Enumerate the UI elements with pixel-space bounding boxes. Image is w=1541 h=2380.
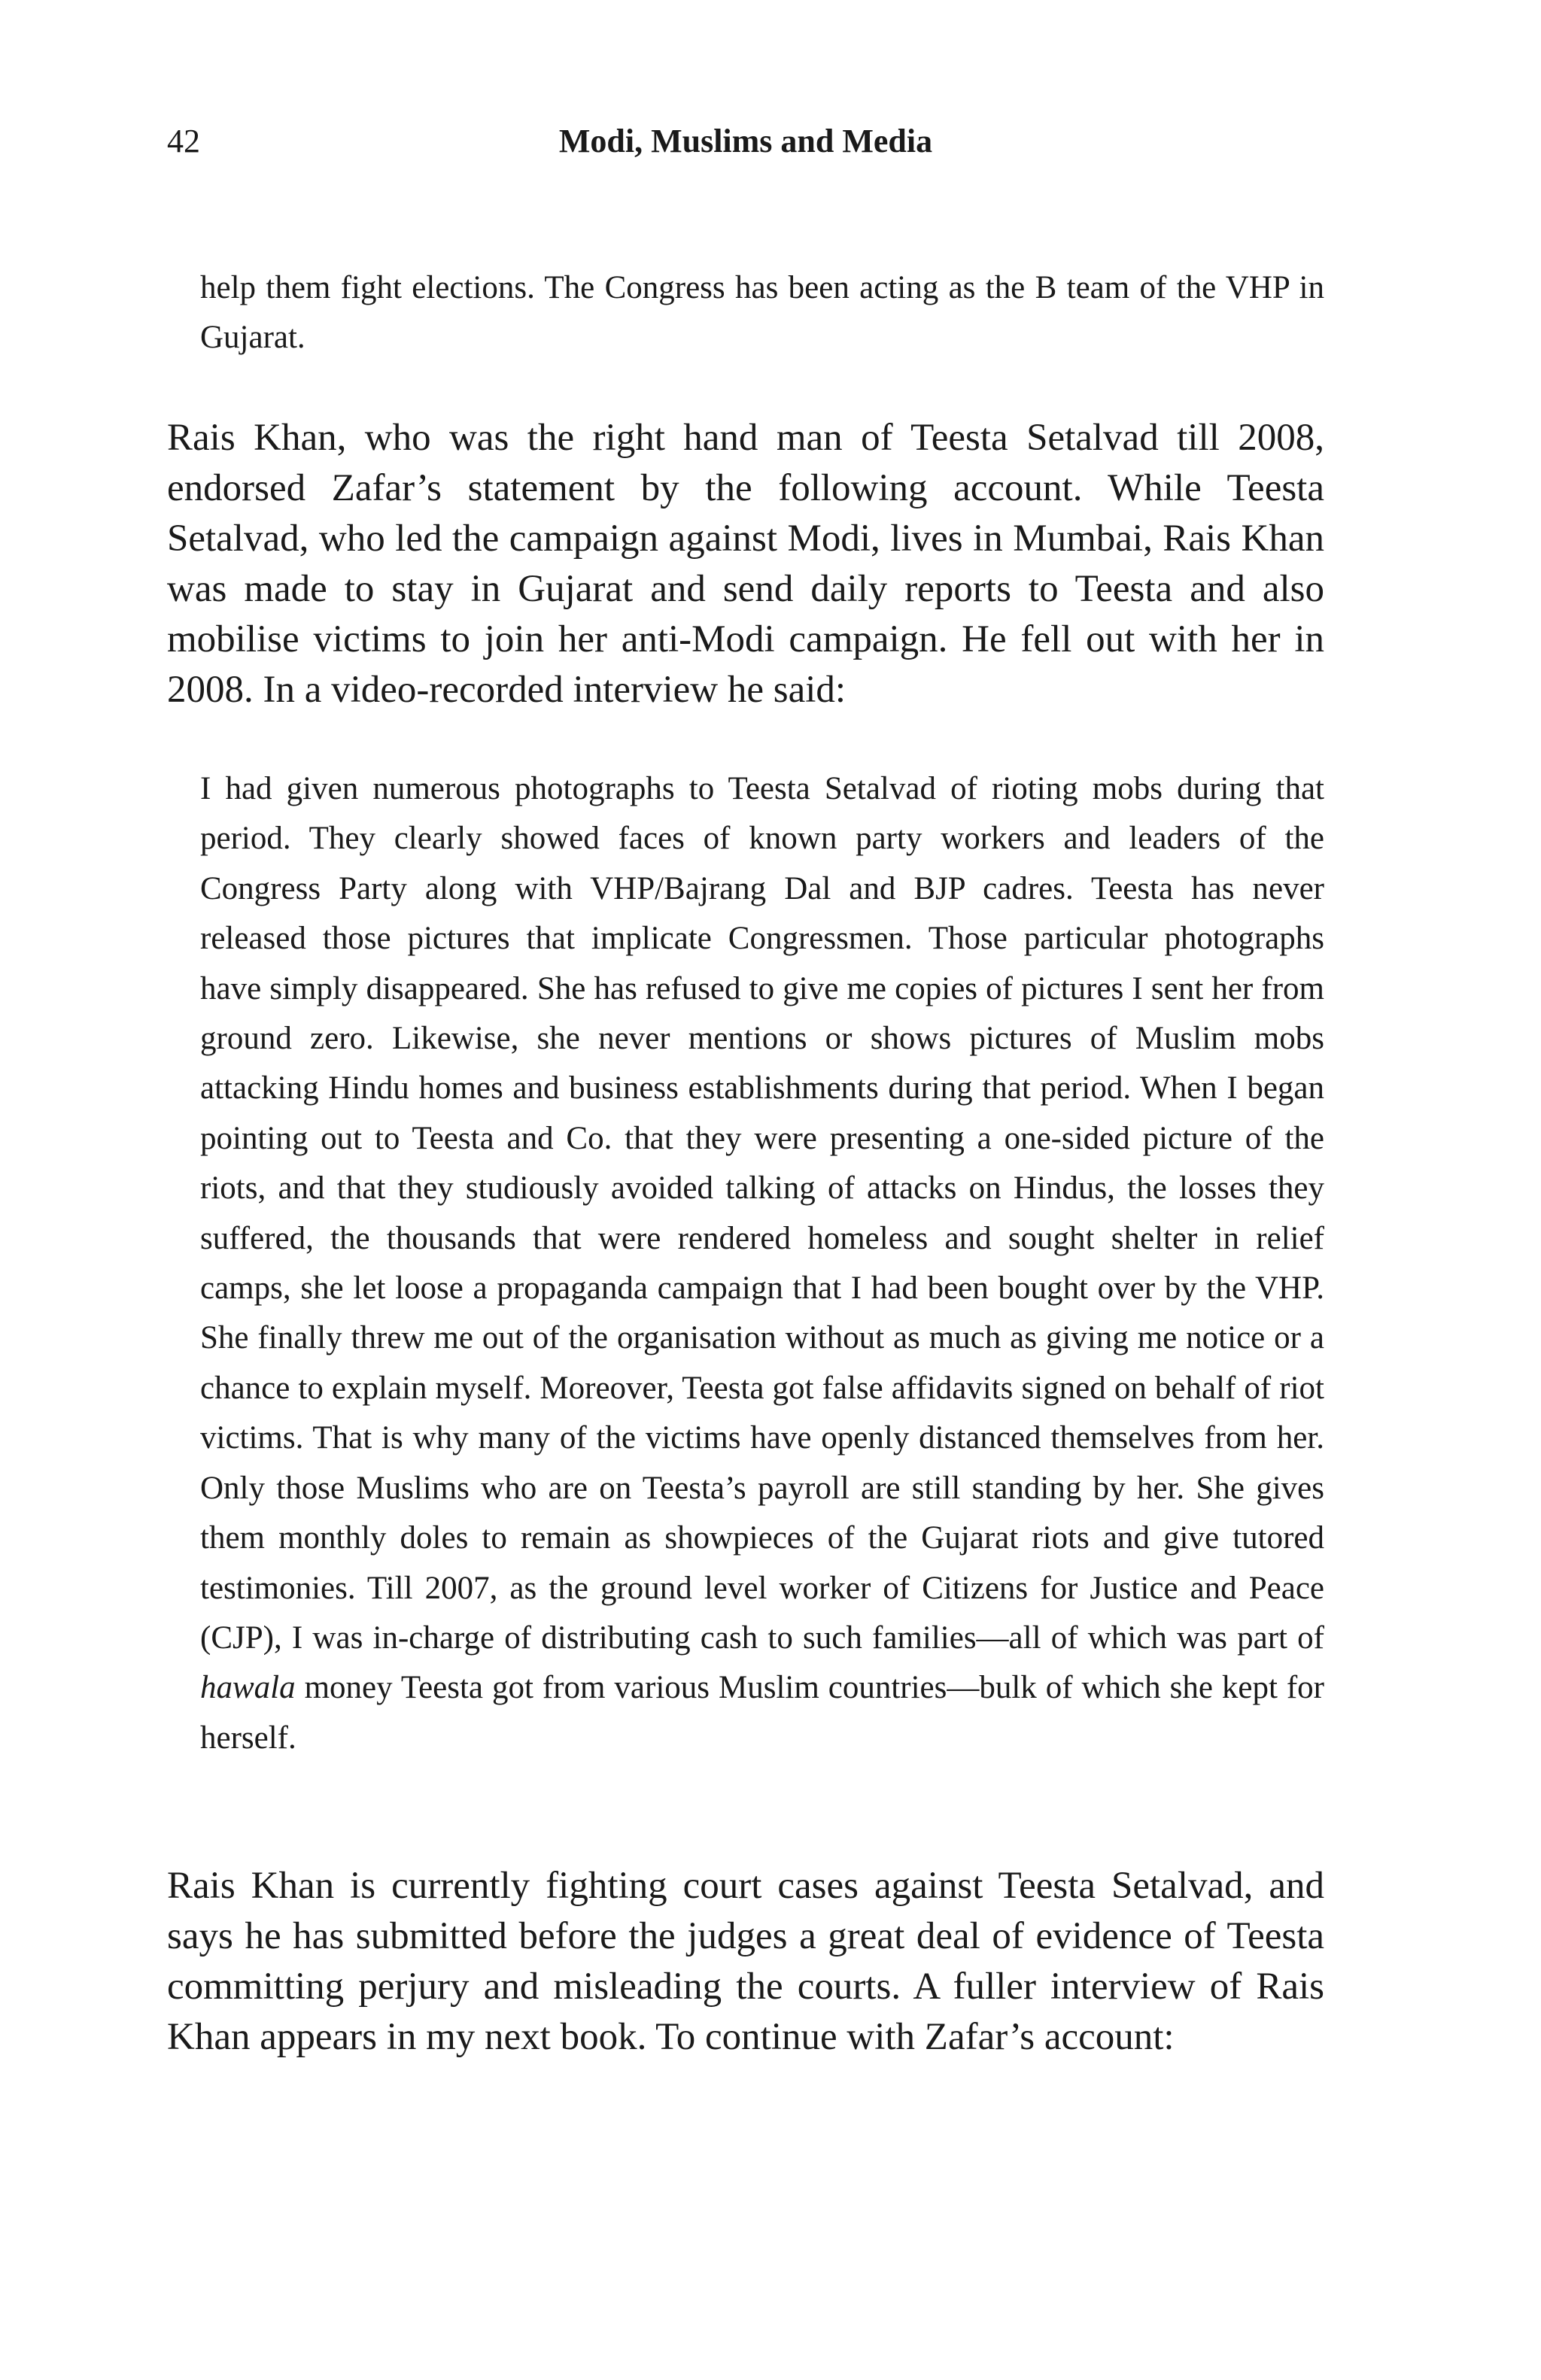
block-quote-text-before: I had given numerous photographs to Teesta Setalvad of rioting mobs during that period. They clearly showed faces of known party workers and leaders of the Congress Party along with VHP/Bajrang Dal and BJP cadres. Teesta has never released those pictures that implicate Congressmen. Those particular photographs have simply disappeared. She has refused to give me copies of pictures I sent her from ground zero. Likewise, she never mentions or shows pictures of Muslim mobs attacking Hindu homes and business establishments during that period. When I began pointing out to Teesta and Co. that they were presenting a one-sided picture of the riots, and that they studiously avoided talking of attacks on Hindus, the losses they suffered, the thousands that were rendered homeless and sought shelter in relief camps, she let loose a propaganda campaign that I had been bought over by the VHP. She finally threw me out of the organisation without as much as giving me notice or a chance to explain myself. Moreover, Teesta got false affidavits signed on behalf of riot victims. That is why many of the victims have openly distanced themselves from her. Only those Muslims who are on Teesta’s payroll are still standing by her. She gives them monthly doles to remain as showpieces of the Gujarat riots and give tutored testimonies. Till 2007, as the ground level worker of Citizens for Justice and Peace (CJP), I was in-charge of distributing cash to such families—all of which was part of <box>200 771 1324 1656</box>
block-quote <box>200 764 1324 1763</box>
paragraph-2: Rais Khan is currently fighting court cases against Teesta Setalvad, and says he has submitted before the judges a great deal of evidence of Teesta committing perjury and misleading the courts. A fuller interview of Rais Khan appears in my next book. To continue with Zafar’s account: <box>167 1865 1324 2058</box>
block-quote-text-after: money Teesta got from various Muslim countries—bulk of which she kept for herself. <box>200 1670 1324 1756</box>
running-head <box>167 119 1324 164</box>
paragraph-1: Rais Khan, who was the right hand man of Teesta Setalvad till 2008, endorsed Zafar’s statement by the following account. While Teesta Setalvad, who led the campaign against Modi, lives in Mumbai, Rais Khan was made to stay in Gujarat and send daily reports to Teesta and also mobilise victims to join her anti-Modi campaign. He fell out with her in 2008. In a video-recorded interview he said: <box>167 417 1324 711</box>
block-quote-italic-word: hawala <box>200 1670 296 1706</box>
quote-continuation: help them fight elections. The Congress has been acting as the B team of the VHP in Gujarat. <box>200 270 1324 355</box>
page-number: 42 <box>167 123 200 159</box>
book-title: Modi, Muslims and Media <box>558 123 933 159</box>
